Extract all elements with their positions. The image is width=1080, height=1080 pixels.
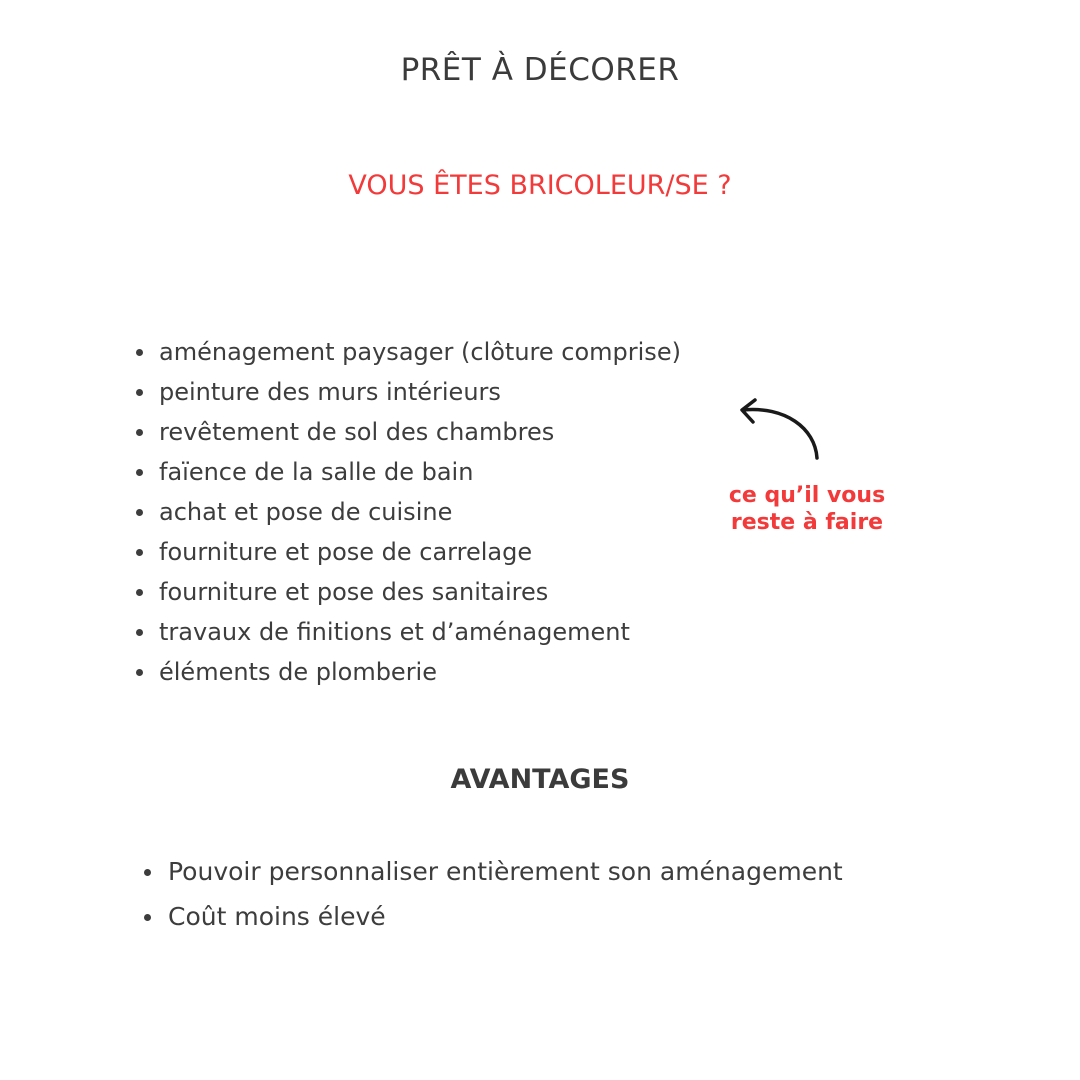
- task-list: [132, 333, 681, 693]
- list-item: fourniture et pose de carrelage: [132, 533, 681, 573]
- list-item: Pouvoir personnaliser entièrement son aménagement: [140, 852, 843, 897]
- advantages-title: AVANTAGES: [450, 764, 630, 795]
- page-subtitle: VOUS ÊTES BRICOLEUR/SE ?: [348, 170, 732, 201]
- list-item: éléments de plomberie: [132, 653, 681, 693]
- page-title: PRÊT À DÉCORER: [400, 52, 680, 88]
- annotation-note: [697, 482, 917, 536]
- list-item: aménagement paysager (clôture comprise): [132, 333, 681, 373]
- annotation-line: ce qu’il vous: [728, 483, 886, 508]
- list-item: fourniture et pose des sanitaires: [132, 573, 681, 613]
- advantages-list: [140, 852, 843, 942]
- list-item: travaux de finitions et d’aménagement: [132, 613, 681, 653]
- list-item: peinture des murs intérieurs: [132, 373, 681, 413]
- list-item: Coût moins élevé: [140, 897, 843, 942]
- annotation-line: reste à faire: [730, 510, 884, 535]
- list-item: faïence de la salle de bain: [132, 453, 681, 493]
- list-item: achat et pose de cuisine: [132, 493, 681, 533]
- list-item: revêtement de sol des chambres: [132, 413, 681, 453]
- curved-arrow-icon: [735, 398, 830, 466]
